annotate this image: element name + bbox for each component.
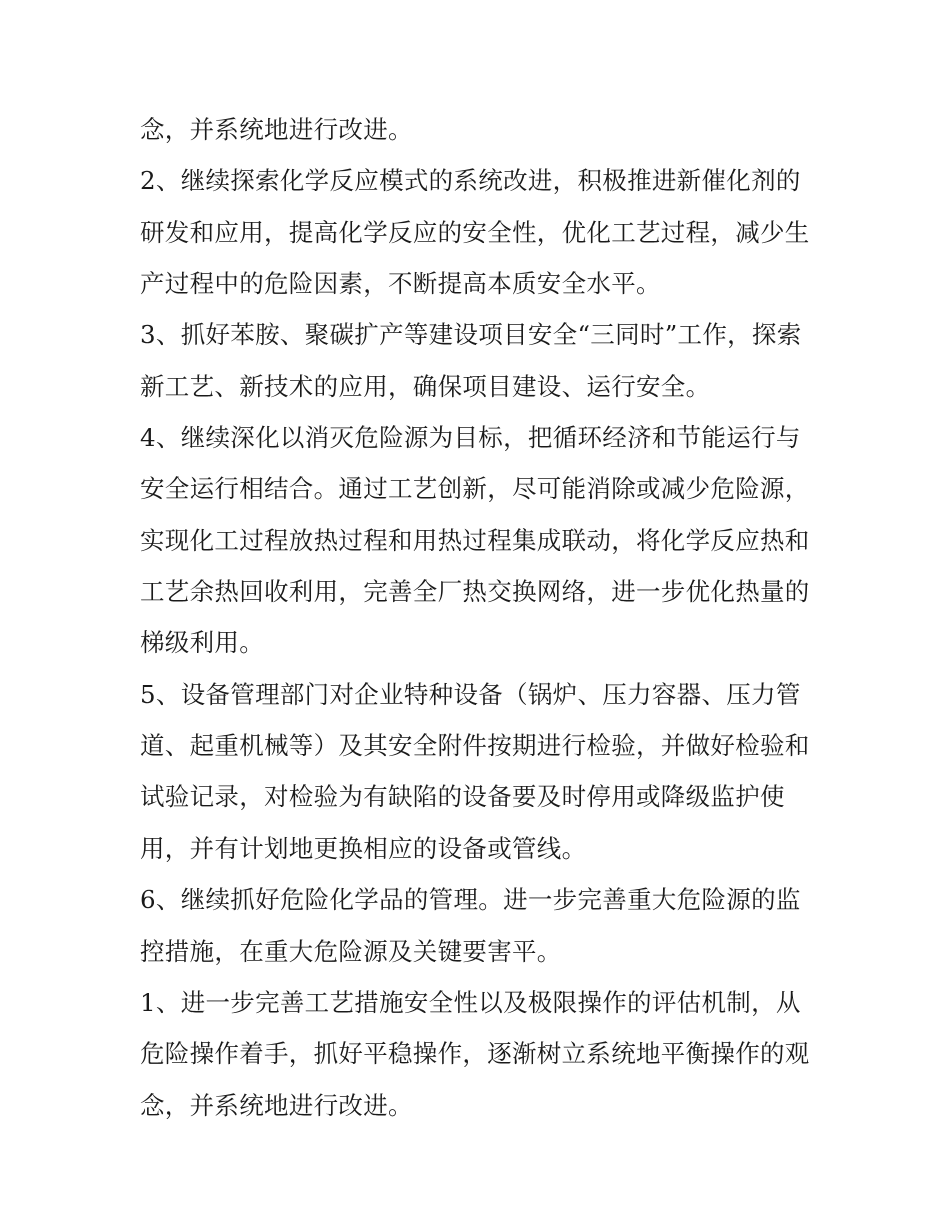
text-line: 实现化工过程放热过程和用热过程集成联动，将化学反应热和 — [140, 525, 810, 555]
document-body — [140, 104, 820, 1131]
text-line: 3、抓好苯胺、聚碳扩产等建设项目安全“三同时”工作，探索 — [140, 320, 802, 350]
text-line: 道、起重机械等）及其安全附件按期进行检验，并做好检验和 — [140, 731, 810, 761]
text-line: 梯级利用。 — [140, 628, 264, 658]
text-line: 控措施，在重大危险源及关键要害平。 — [140, 936, 562, 966]
text-line: 新工艺、新技术的应用，确保项目建设、运行安全。 — [140, 371, 711, 401]
text-line: 念，并系统地进行改进。 — [140, 115, 413, 144]
text-line: 1、进一步完善工艺措施安全性以及极限操作的评估机制，从 — [140, 987, 801, 1017]
text-line: 念，并系统地进行改进。 — [140, 1090, 413, 1120]
text-line: 研发和应用，提高化学反应的安全性，优化工艺过程，减少生 — [140, 217, 810, 247]
text-line: 产过程中的危险因素，不断提高本质安全水平。 — [140, 269, 661, 299]
text-line: 工艺余热回收利用，完善全厂热交换网络，进一步优化热量的 — [140, 577, 810, 607]
text-line: 2、继续探索化学反应模式的系统改进，积极推进新催化剂的 — [140, 166, 801, 196]
text-line: 用，并有计划地更换相应的设备或管线。 — [140, 833, 587, 863]
text-line: 安全运行相结合。通过工艺创新，尽可能消除或减少危险源， — [140, 474, 810, 504]
text-line: 4、继续深化以消灭危险源为目标，把循环经济和节能运行与 — [140, 423, 801, 453]
text-line: 5、设备管理部门对企业特种设备（锅炉、压力容器、压力管 — [140, 679, 801, 709]
text-line: 试验记录，对检验为有缺陷的设备要及时停用或降级监护使 — [140, 782, 785, 812]
text-line: 6、继续抓好危险化学品的管理。进一步完善重大危险源的监 — [140, 885, 801, 915]
text-line: 危险操作着手，抓好平稳操作，逐渐树立系统地平衡操作的观 — [140, 1039, 810, 1069]
